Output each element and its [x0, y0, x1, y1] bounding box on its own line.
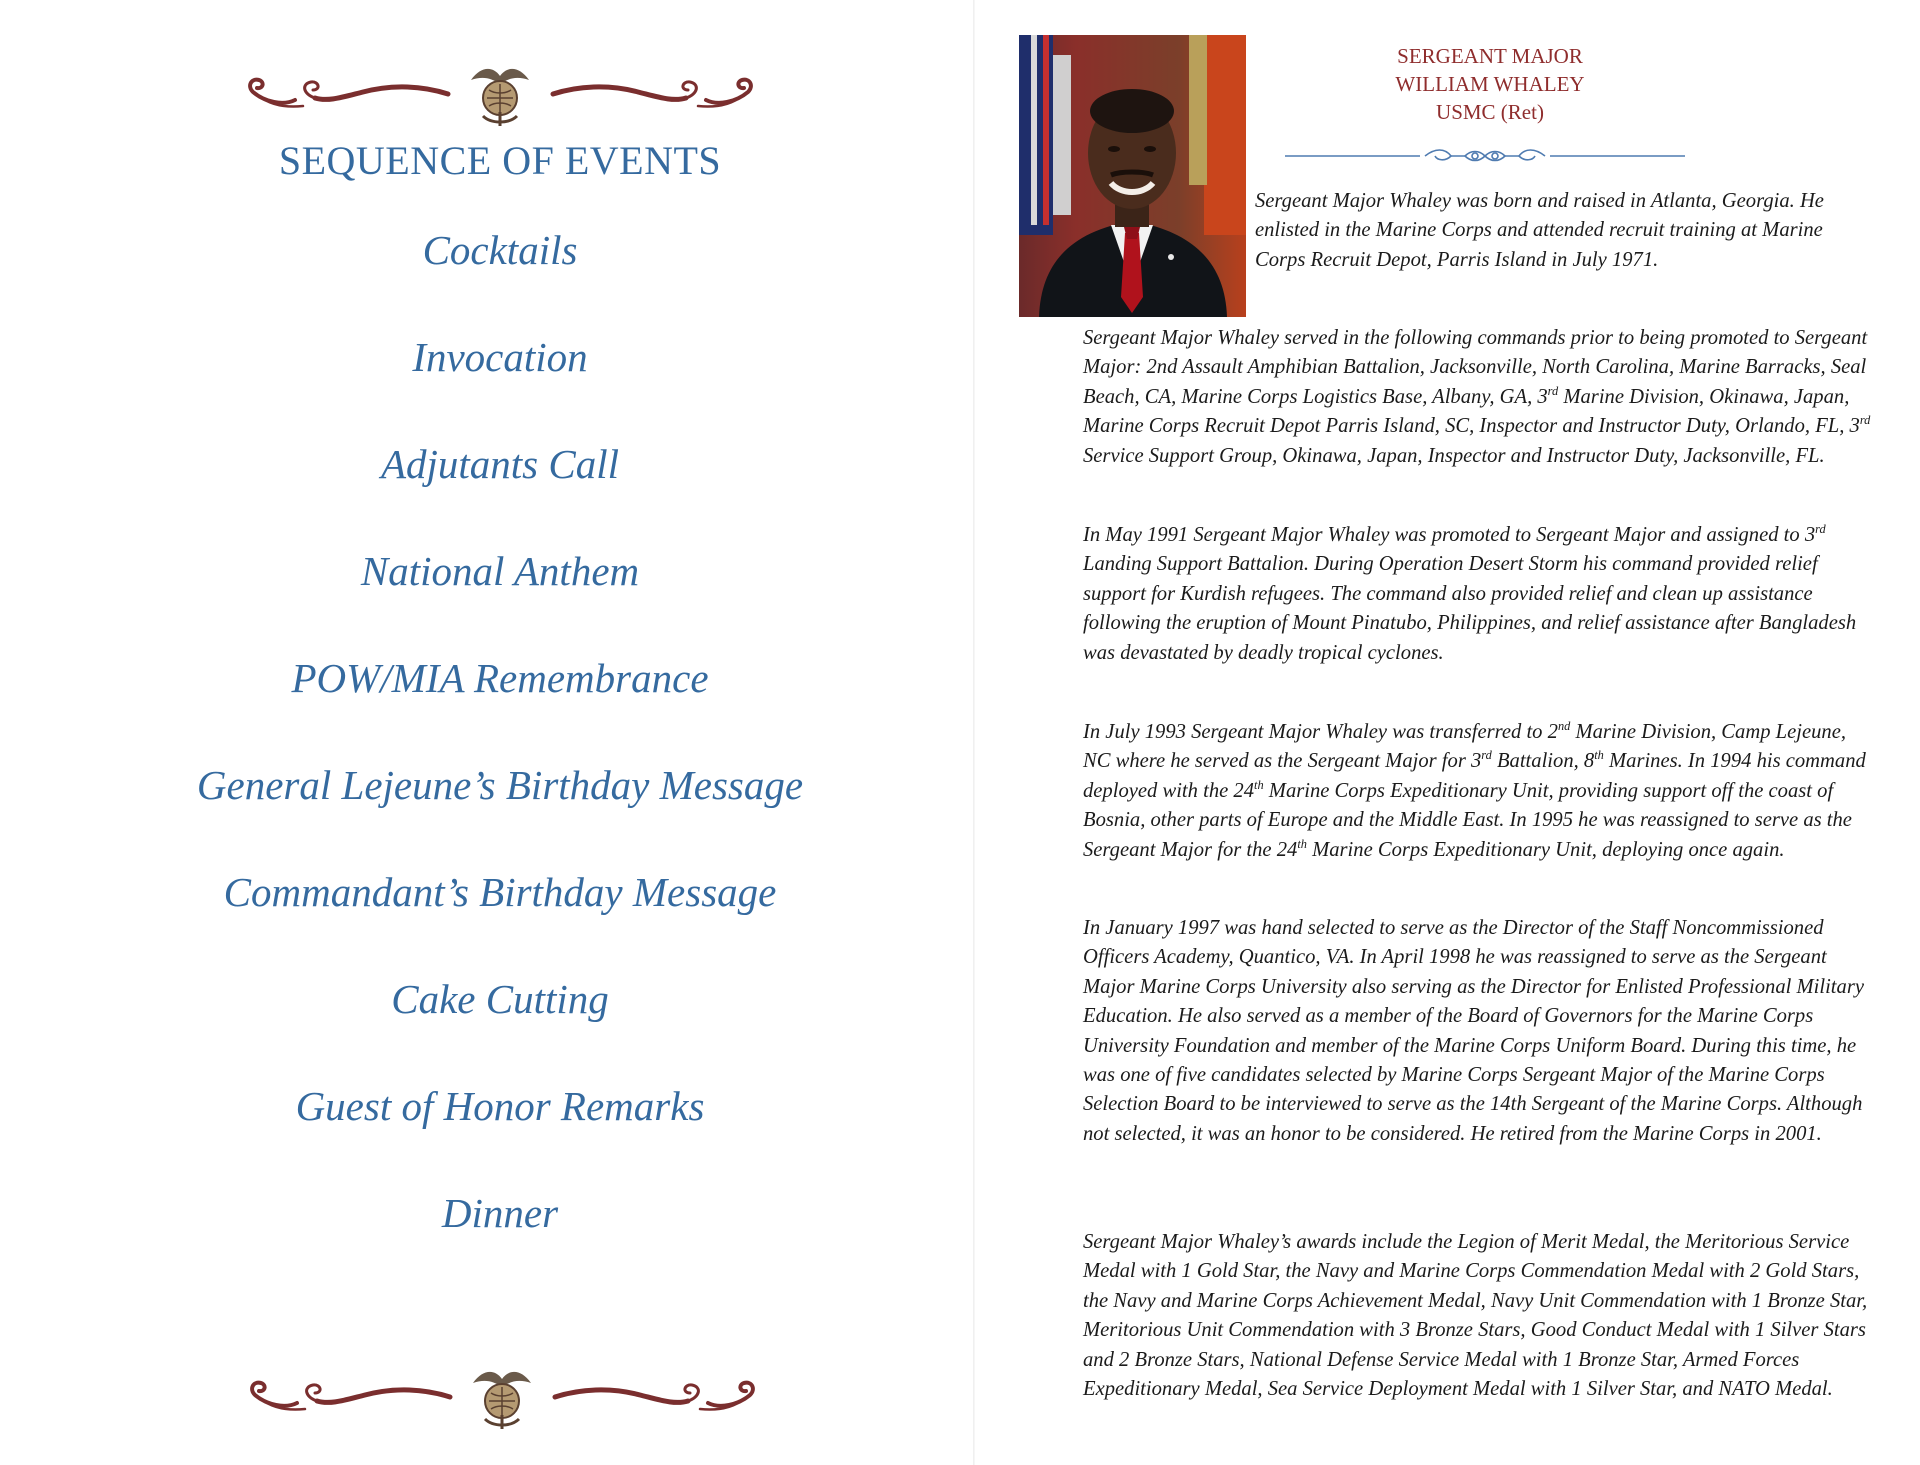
event-item: Commandant’s Birthday Message: [223, 869, 777, 915]
portrait-photo: [1019, 35, 1246, 317]
bio-commands-paragraph: Sergeant Major Whaley served in the following commands prior to being promoted to Sergeant Major: 2nd Assault Amphibian Battalion, Jacksonville, North Carolina, Marine Barracks, Seal Beach, CA, Marine Corps Logistics Base, Albany, GA, 3rd Marine Division, Okinawa, Japan, Marine Corps Recruit Depot Parris Island, SC, Inspector and Instructor Duty, Orlando, FL, 3rd Service Support Group, Okinawa, Japan, Inspector and Instructor Duty, Jacksonville, FL.: [1083, 327, 1871, 467]
event-item: Dinner: [441, 1190, 559, 1236]
event-item: Guest of Honor Remarks: [295, 1083, 705, 1129]
event-item: National Anthem: [360, 548, 640, 594]
event-item: General Lejeune’s Birthday Message: [196, 762, 804, 808]
bio-1991-paragraph: In May 1991 Sergeant Major Whaley was promoted to Sergeant Major and assigned to 3rd Landing Support Battalion. During Operation Desert Storm his command provided relief support for Kurdish refugees. The command also provided relief and clean up assistance following the eruption of Mount Pinatubo, Philippines, and relief assistance after Bangladesh was devastated by deadly tropical cyclones.: [1083, 522, 1857, 664]
honoree-rank: SERGEANT MAJOR: [1397, 44, 1583, 68]
event-item: POW/MIA Remembrance: [291, 655, 709, 701]
honoree-name: WILLIAM WHALEY: [1395, 72, 1585, 96]
honoree-service: USMC (Ret): [1436, 100, 1544, 124]
bottom-ornament-icon: [245, 1365, 760, 1433]
event-item: Adjutants Call: [380, 441, 620, 487]
bio-1997-paragraph: In January 1997 was hand selected to serve as the Director of the Staff Noncommissioned Officers Academy, Quantico, VA. In April 1998 he was reassigned to serve as the Sergeant Major Marine Corps University also serving as the Director for Enlisted Professional Military Education. He also served as a member of the Board of Governors for the Marine Corps University Foundation and member of the Marine Corps Uniform Board. During this time, he was one of five candidates selected by Marine Corps Sergeant Major of the Marine Corps Selection Board to be interviewed to serve as the 14th Sergeant of the Marine Corps. Although not selected, it was an honor to be considered. He retired from the Marine Corps in 2001.: [1083, 917, 1864, 1145]
top-ornament-icon: [243, 62, 758, 130]
bio-1993-paragraph: In July 1993 Sergeant Major Whaley was transferred to 2nd Marine Division, Camp Lejeune, NC where he served as the Sergeant Major for 3rd Battalion, 8th Marines. In 1994 his command deployed with the 24th Marine Corps Expeditionary Unit, providing support off the coast of Bosnia, other parts of Europe and the Middle East. In 1995 he was reassigned to serve as the Sergeant Major for the 24th Marine Corps Expeditionary Unit, deploying once again.: [1083, 719, 1866, 861]
bio-awards-paragraph: Sergeant Major Whaley’s awards include the Legion of Merit Medal, the Meritorious Service Medal with 1 Gold Star, the Navy and Marine Corps Commendation Medal with 2 Gold Stars, the Navy and Marine Corps Achievement Medal, Navy Unit Commendation with 1 Bronze Star, Meritorious Unit Commendation with 3 Bronze Stars, Good Conduct Medal with 1 Silver Stars and 2 Bronze Stars, National Defense Service Medal with 1 Bronze Star, Armed Forces Expeditionary Medal, Sea Service Deployment Medal with 1 Silver Star, and NATO Medal.: [1083, 1231, 1868, 1401]
event-item: Cake Cutting: [391, 976, 609, 1022]
event-item: Cocktails: [422, 227, 578, 273]
scroll-divider-icon: [1285, 146, 1685, 166]
bio-intro-paragraph: Sergeant Major Whaley was born and raised in Atlanta, Georgia. He enlisted in the Marine Corps and attended recruit training at Marine Corps Recruit Depot, Parris Island in July 1971.: [1255, 190, 1824, 271]
sequence-title: SEQUENCE OF EVENTS: [278, 138, 722, 183]
honoree-heading: [1265, 42, 1715, 126]
event-item: Invocation: [412, 334, 588, 380]
